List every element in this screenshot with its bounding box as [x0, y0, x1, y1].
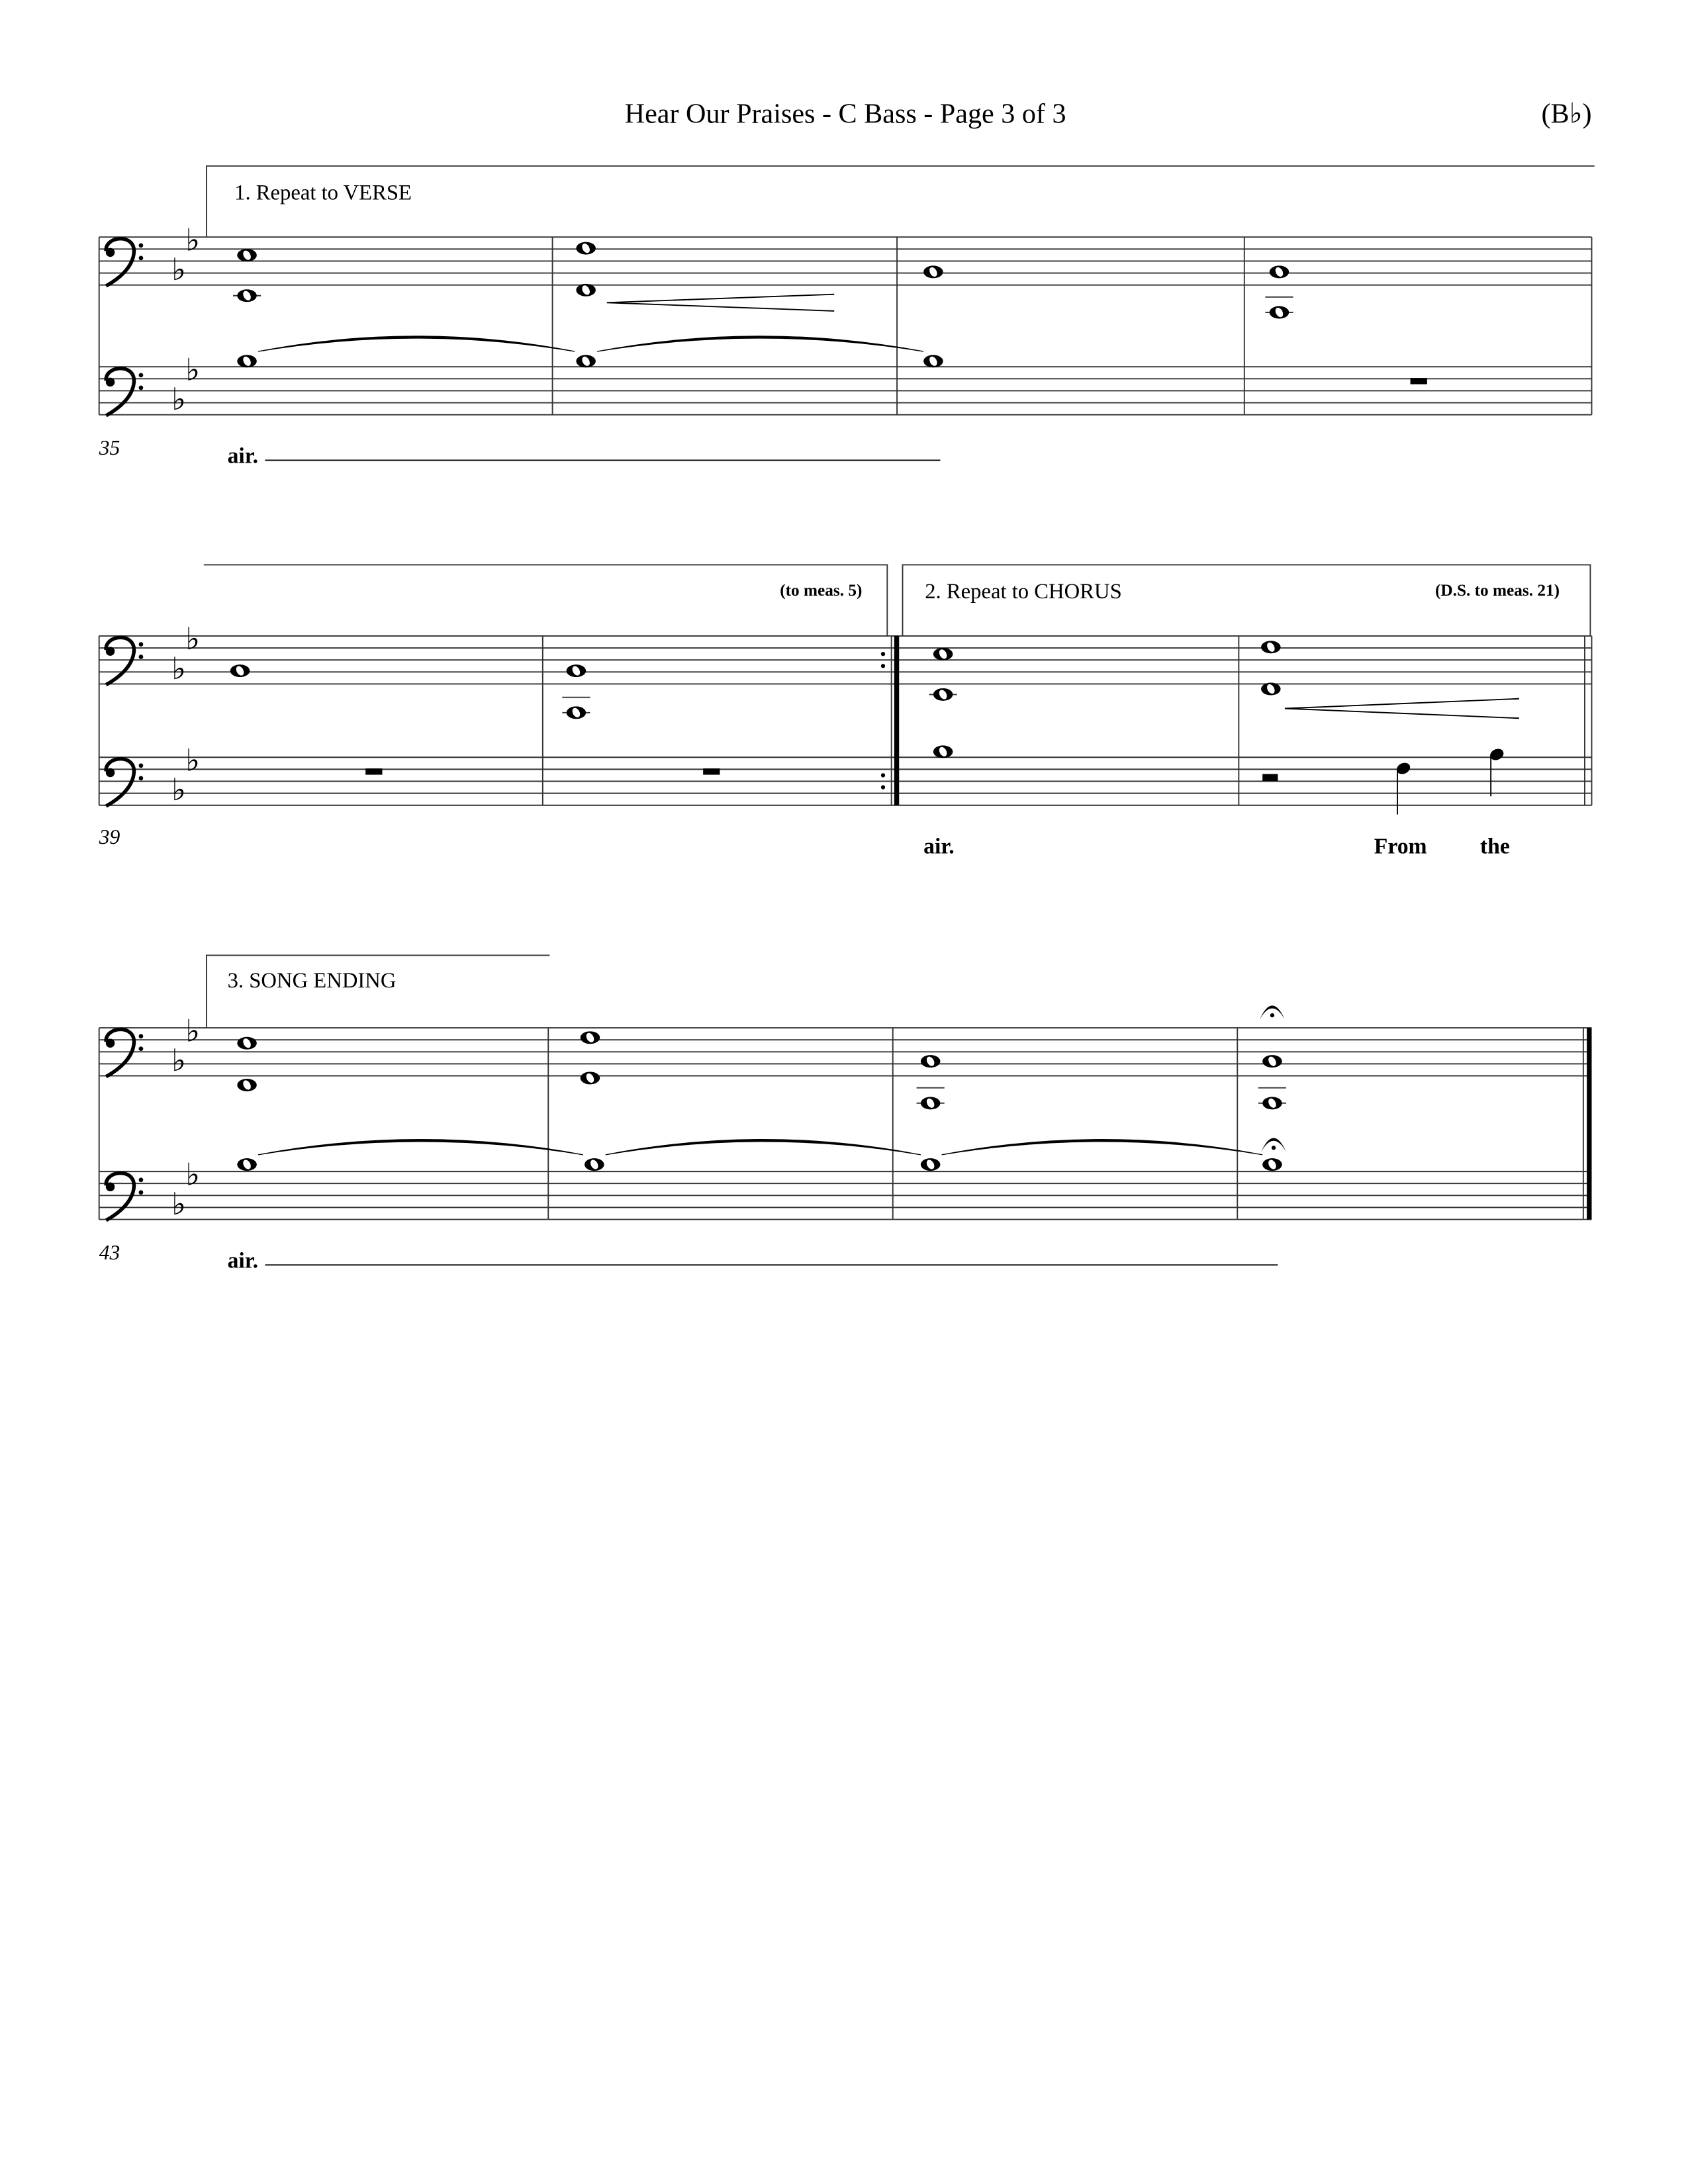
flat-icon: ♭	[185, 1158, 201, 1193]
clef-dot	[139, 244, 144, 248]
clef-head	[106, 768, 115, 777]
clef-curve	[106, 1173, 134, 1220]
ending-label-2: 2. Repeat to CHORUS	[925, 580, 1122, 604]
clef-dot	[139, 1190, 144, 1195]
clef-curve	[106, 239, 134, 286]
clef-dot	[139, 373, 144, 377]
direction-ds: (D.S. to meas. 21)	[1434, 580, 1560, 600]
lyric-syllable: From	[1374, 834, 1427, 859]
bass-clef-icon	[106, 759, 143, 806]
ending-bracket-1-cont	[204, 565, 888, 635]
flat-icon: ♭	[171, 652, 187, 686]
clef-head	[106, 378, 115, 387]
system-1	[99, 166, 1595, 469]
clef-dot	[139, 1046, 144, 1051]
key-label: (B♭)	[1541, 98, 1592, 130]
crescendo-hairpin	[1285, 699, 1519, 719]
clef-head	[106, 1039, 115, 1048]
flat-icon: ♭	[171, 1044, 187, 1078]
clef-dot	[139, 1034, 144, 1038]
bass-clef-icon	[106, 1029, 143, 1076]
page-title: Hear Our Praises - C Bass - Page 3 of 3	[624, 98, 1066, 130]
flat-icon: ♭	[185, 353, 201, 388]
repeat-dot	[881, 773, 885, 777]
direction-to-meas-5: (to meas. 5)	[780, 580, 863, 600]
clef-dot	[139, 642, 144, 647]
clef-dot	[139, 1177, 144, 1182]
flat-icon: ♭	[185, 623, 201, 657]
flat-icon: ♭	[185, 744, 201, 778]
ending-label-3: 3. SONG ENDING	[227, 968, 397, 993]
flat-icon: ♭	[171, 1188, 187, 1222]
clef-dot	[139, 255, 144, 260]
flat-icon: ♭	[171, 774, 187, 808]
bass-clef-icon	[106, 239, 143, 286]
system-3	[99, 955, 1592, 1273]
rest	[365, 768, 382, 774]
ending-label-1: 1. Repeat to VERSE	[234, 181, 412, 205]
rest	[1411, 378, 1427, 384]
fermata-dot	[1272, 1146, 1276, 1150]
final-barline-thick	[1587, 1028, 1591, 1220]
repeat-dot	[881, 652, 885, 656]
clef-dot	[139, 764, 144, 768]
clef-dot	[139, 655, 144, 659]
tie	[606, 1140, 921, 1155]
rest	[703, 768, 720, 774]
clef-head	[106, 248, 115, 257]
ending-bracket-1	[207, 166, 1595, 237]
flat-icon: ♭	[171, 383, 187, 418]
fermata-dot	[1270, 1013, 1274, 1017]
measure-number: 39	[99, 825, 120, 848]
bass-clef-icon	[106, 637, 143, 684]
repeat-barline-thick	[894, 636, 899, 805]
lyric-syllable: air.	[923, 834, 955, 859]
crescendo-hairpin	[607, 295, 834, 311]
flat-icon: ♭	[185, 1015, 201, 1049]
lyric-syllable: air.	[227, 1248, 259, 1273]
measure-number: 43	[99, 1240, 120, 1264]
clef-curve	[106, 369, 134, 416]
tie	[258, 336, 575, 351]
fermata-icon	[1260, 1005, 1285, 1019]
clef-head	[106, 1183, 115, 1191]
bass-clef-icon	[106, 369, 143, 416]
repeat-dot	[881, 785, 885, 789]
lyric-syllable: the	[1479, 834, 1510, 859]
repeat-dot	[881, 664, 885, 668]
fermata-icon	[1261, 1138, 1286, 1152]
clef-dot	[139, 385, 144, 390]
tie	[597, 336, 923, 351]
tie	[258, 1140, 583, 1155]
bass-clef-icon	[106, 1173, 143, 1220]
measure-number: 35	[99, 435, 120, 459]
system-2	[99, 565, 1592, 858]
clef-head	[106, 647, 115, 655]
fermata-arc	[1260, 1005, 1285, 1019]
clef-curve	[106, 1029, 134, 1076]
clef-curve	[106, 637, 134, 684]
tie	[942, 1140, 1263, 1155]
flat-icon: ♭	[171, 253, 187, 288]
flat-icon: ♭	[185, 224, 201, 258]
clef-dot	[139, 776, 144, 780]
rest	[1262, 774, 1278, 782]
lyric-syllable: air.	[227, 443, 259, 469]
clef-curve	[106, 759, 134, 806]
